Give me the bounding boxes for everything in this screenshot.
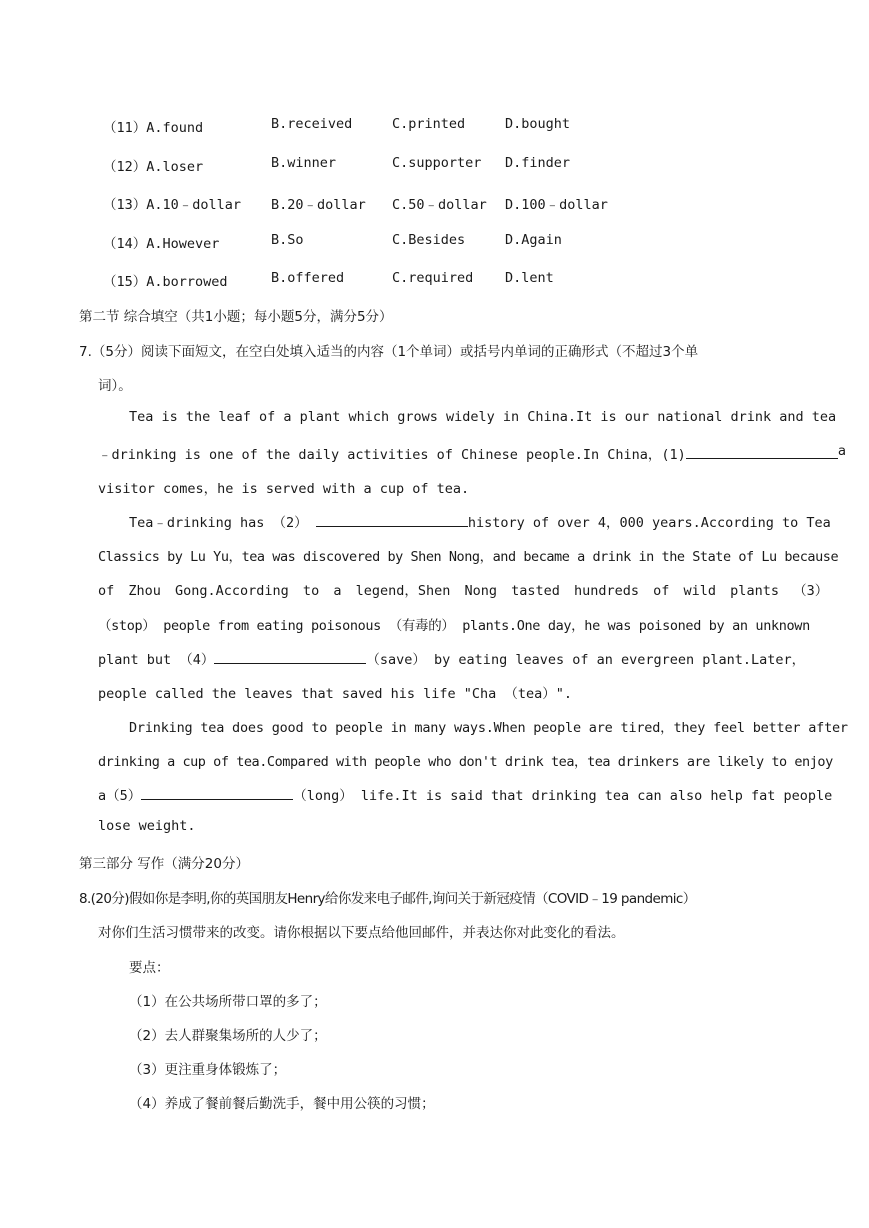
question-7-prompt: 7.（5分）阅读下面短文，在空白处填入适当的内容（1个单词）或括号内单词的正确形式（不超过3个单 bbox=[79, 344, 699, 360]
point-item: （4）养成了餐前餐后勤洗手，餐中用公筷的习惯； bbox=[129, 1096, 435, 1112]
option-row bbox=[0, 155, 869, 175]
section-heading: 第二节 综合填空（共1小题；每小题5分，满分5分） bbox=[79, 309, 393, 325]
passage-line: lose weight. bbox=[98, 818, 196, 834]
answer-blank-1[interactable] bbox=[686, 444, 838, 459]
passage-line: plant but （4） （save） by eating leaves of an evergreen plant.Later， bbox=[98, 648, 789, 668]
point-item: （2）去人群聚集场所的人少了； bbox=[129, 1028, 327, 1044]
option-d: D.bought bbox=[505, 116, 571, 132]
section-heading: 第三部分 写作（满分20分） bbox=[79, 856, 249, 872]
option-a: （12）A.loser bbox=[103, 159, 204, 175]
option-a: （13）A.10﹣dollar bbox=[103, 197, 242, 213]
question-7-prompt-cont: 词）。 bbox=[98, 378, 132, 394]
option-b: B.So bbox=[271, 232, 304, 248]
option-d: D.lent bbox=[505, 270, 554, 286]
passage-line: drinking a cup of tea.Compared with people who don't drink tea，tea drinkers are likely to enjoy bbox=[98, 754, 833, 770]
point-item: （3）更注重身体锻炼了； bbox=[129, 1062, 287, 1078]
option-d: D.Again bbox=[505, 232, 562, 248]
question-8-prompt: 8.(20分)假如你是李明,你的英国朋友Henry给你发来电子邮件,询问关于新冠疫情（COVID﹣19 pandemic） bbox=[79, 891, 696, 907]
passage-line: Drinking tea does good to people in many ways.When people are tired，they feel better after bbox=[129, 720, 848, 736]
option-c: C.required bbox=[392, 270, 474, 286]
answer-blank-4[interactable] bbox=[214, 649, 366, 664]
answer-blank-2[interactable] bbox=[316, 512, 468, 527]
option-d: D.finder bbox=[505, 155, 571, 171]
passage-line: Tea is the leaf of a plant which grows widely in China.It is our national drink and tea bbox=[129, 409, 837, 425]
option-b: B.received bbox=[271, 116, 353, 132]
option-c: C.50﹣dollar bbox=[392, 197, 487, 213]
option-c: C.Besides bbox=[392, 232, 466, 248]
point-item: （1）在公共场所带口罩的多了； bbox=[129, 994, 327, 1010]
passage-line: ﹣drinking is one of the daily activities of Chinese people.In China，(1) a bbox=[98, 443, 846, 463]
option-d: D.100﹣dollar bbox=[505, 197, 608, 213]
option-a: （11）A.found bbox=[103, 120, 204, 136]
points-label: 要点： bbox=[129, 960, 170, 976]
option-row bbox=[0, 270, 869, 290]
answer-blank-5[interactable] bbox=[141, 785, 293, 800]
option-c: C.printed bbox=[392, 116, 466, 132]
passage-line: visitor comes，he is served with a cup of tea. bbox=[98, 481, 470, 497]
passage-line: a（5） （long） life.It is said that drinking tea can also help fat people bbox=[98, 784, 789, 804]
option-b: B.winner bbox=[271, 155, 337, 171]
option-b: B.offered bbox=[271, 270, 345, 286]
passage-line: Classics by Lu Yu，tea was discovered by Shen Nong，and became a drink in the State of Lu because bbox=[98, 549, 839, 565]
passage-line: （stop） people from eating poisonous （有毒的） plants.One day，he was poisoned by an unknown bbox=[98, 618, 810, 634]
option-a: （15）A.borrowed bbox=[103, 274, 228, 290]
option-c: C.supporter bbox=[392, 155, 482, 171]
passage-line: people called the leaves that saved his life "Cha （tea）". bbox=[98, 686, 573, 702]
option-row bbox=[0, 116, 869, 136]
question-8-prompt-cont: 对你们生活习惯带来的改变。请你根据以下要点给他回邮件，并表达你对此变化的看法。 bbox=[98, 925, 625, 941]
option-row bbox=[0, 232, 869, 252]
passage-line: of Zhou Gong.According to a legend，Shen Nong tasted hundreds of wild plants （3） bbox=[98, 583, 829, 599]
option-b: B.20﹣dollar bbox=[271, 197, 366, 213]
option-row bbox=[0, 193, 869, 213]
passage-line: Tea﹣drinking has （2） history of over 4，000 years.According to Tea bbox=[129, 511, 789, 531]
option-a: （14）A.However bbox=[103, 236, 220, 252]
